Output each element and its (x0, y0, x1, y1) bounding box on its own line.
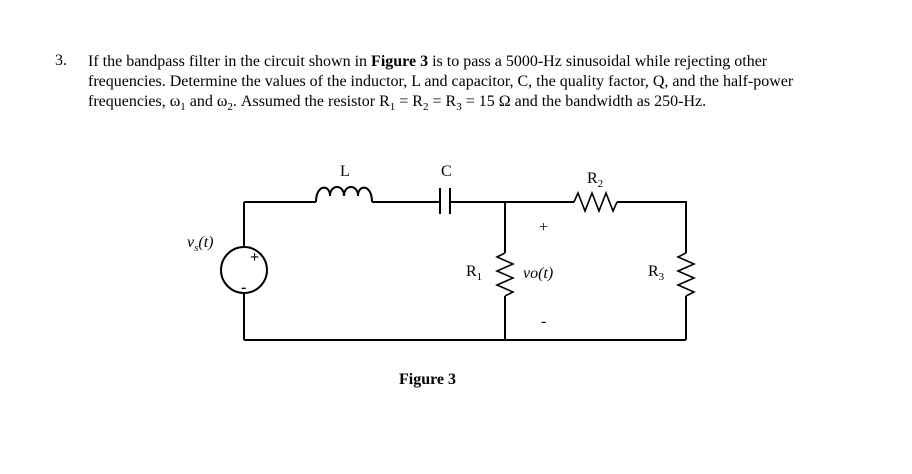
r3-label-sub: 3 (658, 271, 665, 283)
text-part: . Assumed the resistor R (232, 93, 390, 110)
capacitor-label: C (441, 163, 452, 180)
r2-label (587, 170, 603, 190)
subscript: 3 (456, 101, 462, 114)
text-part: is to pass a 5000-Hz sinusoidal while rejecting other frequencies. Determine the values of the inductor, L and capacitor, C, the quality factor, Q, and the half-power frequencies, ω (88, 53, 794, 110)
wire-top-right (617, 202, 686, 253)
r2-label-sub: 2 (597, 178, 604, 190)
source-minus: - (241, 279, 247, 296)
subscript: 1 (389, 101, 396, 114)
output-plus: + (539, 219, 549, 236)
inductor (316, 187, 372, 202)
resistor-r2 (574, 193, 617, 211)
text-part: If the bandpass filter in the circuit shown in (88, 53, 372, 70)
question-number: 3. (55, 52, 67, 69)
inductor-label: L (340, 163, 350, 180)
r2-label-main: R (587, 170, 598, 187)
figure-caption: Figure 3 (399, 371, 457, 388)
figure-reference: Figure 3 (371, 53, 429, 70)
text-part: = 15 Ω and the bandwidth as 250-Hz. (461, 93, 707, 110)
source-label-sub: s (194, 242, 199, 254)
output-minus: - (541, 313, 547, 330)
subscript: 2 (422, 101, 429, 114)
output-label: vo(t) (523, 265, 554, 282)
subscript: 2 (227, 101, 233, 114)
text-part: = R (395, 93, 423, 110)
source-plus: + (250, 249, 260, 266)
source-label-arg: (t) (198, 234, 214, 251)
text-part: and ω (185, 93, 228, 110)
text-part: = R (428, 93, 457, 110)
source-label (187, 234, 214, 254)
r3-label (648, 263, 665, 283)
r1-label-sub: 1 (476, 271, 483, 283)
resistor-r1 (497, 253, 513, 296)
r3-label-main: R (648, 263, 659, 280)
source-label-main: v (187, 234, 195, 251)
r1-label (466, 263, 482, 283)
subscript: 1 (180, 101, 186, 114)
r1-label-main: R (466, 263, 477, 280)
resistor-r3 (678, 253, 694, 296)
